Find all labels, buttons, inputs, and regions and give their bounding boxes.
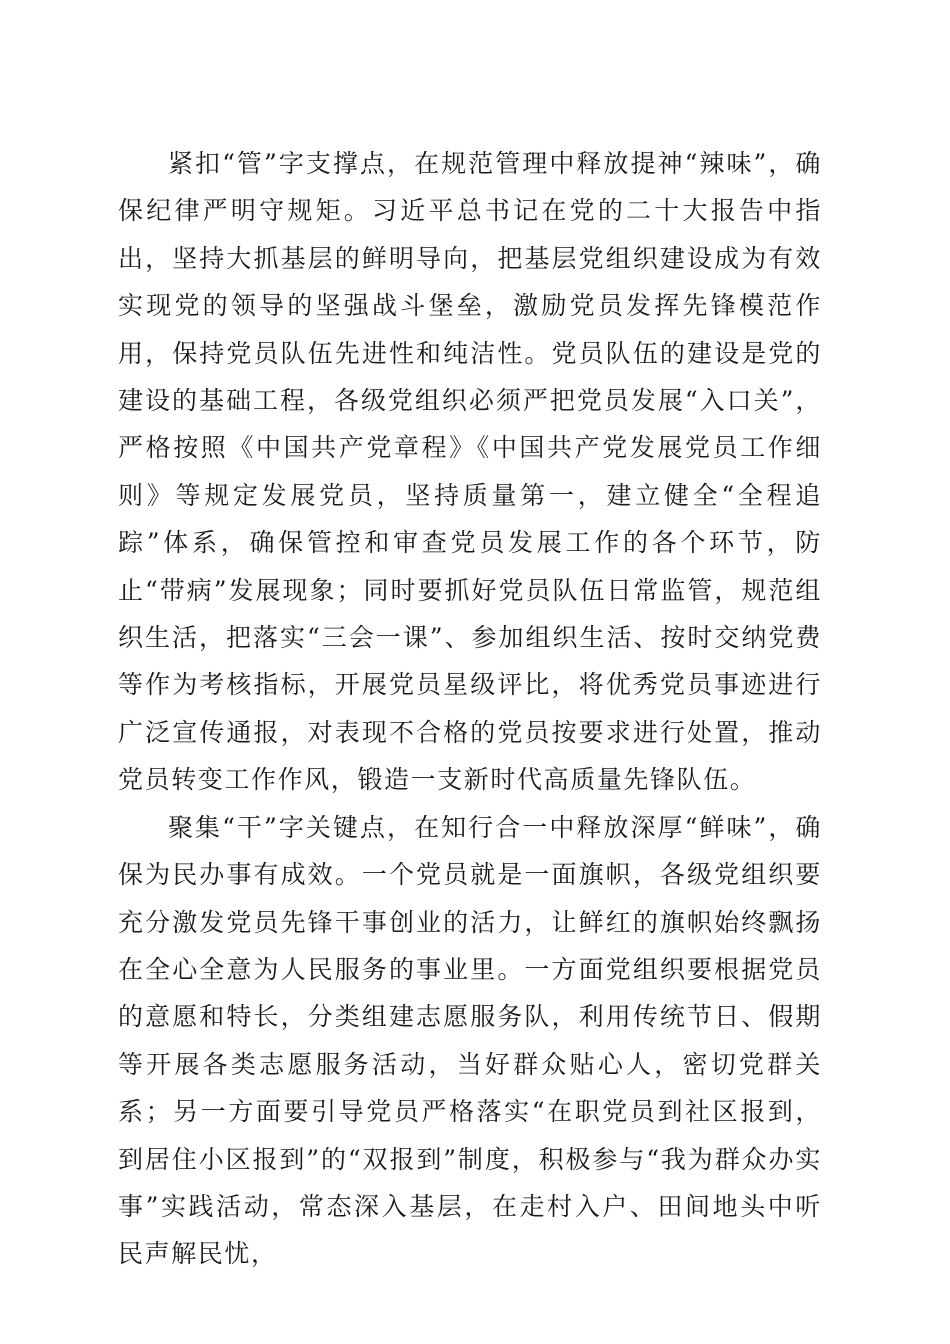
document-body: [118, 140, 822, 1278]
paragraph-service: 聚集“干”字关键点，在知行合一中释放深厚“鲜味”，确保为民办事有成效。一个党员就是一面旗帜，各级党组织要充分激发党员先锋干事创业的活力，让鲜红的旗帜始终飘扬在全心全意为人民服务的事业里。一方面党组织要根据党员的意愿和特长，分类组建志愿服务队，利用传统节日、假期等开展各类志愿服务活动，当好群众贴心人，密切党群关系；另一方面要引导党员严格落实“在职党员到社区报到，到居住小区报到”的“双报到”制度，积极参与“我为群众办实事”实践活动，常态深入基层，在走村入户、田间地头中听民声解民忧，: [118, 812, 822, 1269]
paragraph-discipline: 紧扣“管”字支撑点，在规范管理中释放提神“辣味”，确保纪律严明守规矩。习近平总书记在党的二十大报告中指出，坚持大抓基层的鲜明导向，把基层党组织建设成为有效实现党的领导的坚强战斗堡垒，激励党员发挥先锋模范作用，保持党员队伍先进性和纯洁性。党员队伍的建设是党的建设的基础工程，各级党组织必须严把党员发展“入口关”，严格按照《中国共产党章程》《中国共产党发展党员工作细则》等规定发展党员，坚持质量第一，建立健全“全程追踪”体系，确保管控和审查党员发展工作的各个环节，防止“带病”发展现象；同时要抓好党员队伍日常监管，规范组织生活，把落实“三会一课”、参加组织生活、按时交纳党费等作为考核指标，开展党员星级评比，将优秀党员事迹进行广泛宣传通报，对表现不合格的党员按要求进行处置，推动党员转变工作作风，锻造一支新时代高质量先锋队伍。: [118, 149, 822, 795]
